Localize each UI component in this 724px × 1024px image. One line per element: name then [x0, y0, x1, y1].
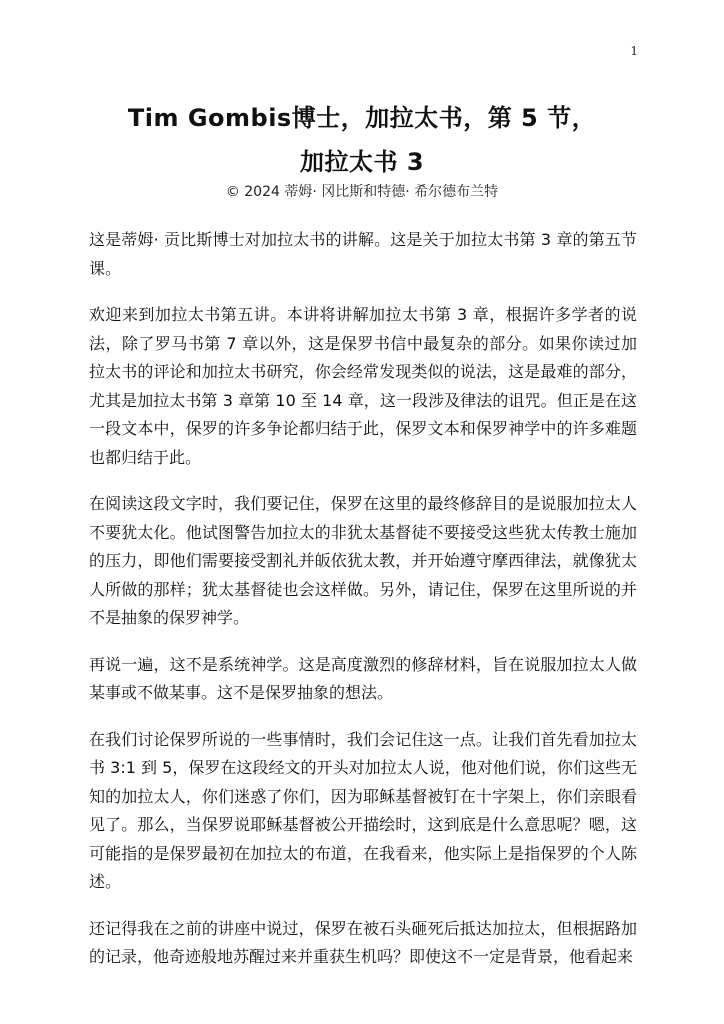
- title-line-2: 加拉太书 3: [299, 148, 425, 176]
- paragraph: 在阅读这段文字时，我们要记住，保罗在这里的最终修辞目的是说服加拉太人不要犹太化。他试图警告加拉太的非犹太基督徒不要接受这些犹太传教士施加的压力，即他们需要接受割礼并皈依犹太教，并开始遵守摩西律法，就像犹太人所做的那样；犹太基督徒也会这样做。另外，请记住，保罗在这里所说的并不是抽象的保罗神学。: [89, 494, 637, 627]
- paragraph: 这是蒂姆· 贡比斯博士对加拉太书的讲解。这是关于加拉太书第 3 章的第五节课。: [89, 230, 637, 278]
- paragraph: 还记得我在之前的讲座中说过，保罗在被石头砸死后抵达加拉太，但根据路加的记录，他奇迹般地苏醒过来并重获生机吗？即使这不一定是背景，他看起来: [89, 918, 637, 966]
- document-title: [0, 96, 724, 184]
- paragraph: 再说一遍，这不是系统神学。这是高度激烈的修辞材料，旨在说服加拉太人做某事或不做某事。这不是保罗抽象的想法。: [89, 654, 637, 702]
- paragraph: 欢迎来到加拉太书第五讲。本讲将讲解加拉太书第 3 章，根据许多学者的说法，除了罗马书第 7 章以外，这是保罗书信中最复杂的部分。如果你读过加拉太书的评论和加拉太书研究，你会经常发现类似的说法，这是最难的部分，尤其是加拉太书第 3 章第 10 至 14 章，这一段涉及律法的诅咒。但正是在这一段文本中，保罗的许多争论都归结于此，保罗文本和保罗神学中的许多难题也都归结于此。: [89, 305, 637, 467]
- copyright-line: © 2024 蒂姆· 冈比斯和特德· 希尔德布兰特: [225, 184, 499, 200]
- page-number: 1: [630, 44, 638, 58]
- paragraph: 在我们讨论保罗所说的一些事情时，我们会记住这一点。让我们首先看加拉太书 3:1 到 5，保罗在这段经文的开头对加拉太人说，他对他们说，你们这些无知的加拉太人，你们迷惑了你们，因为耶稣基督被钉在十字架上，你们亲眼看见了。那么，当保罗说耶稣基督被公开描绘时，这到底是什么意思呢？嗯，这可能指的是保罗最初在加拉太的布道，在我看来，他实际上是指保罗的个人陈述。: [89, 729, 637, 891]
- document-body: [89, 226, 637, 990]
- title-line-1: Tim Gombis博士，加拉太书，第 5 节，: [127, 104, 597, 132]
